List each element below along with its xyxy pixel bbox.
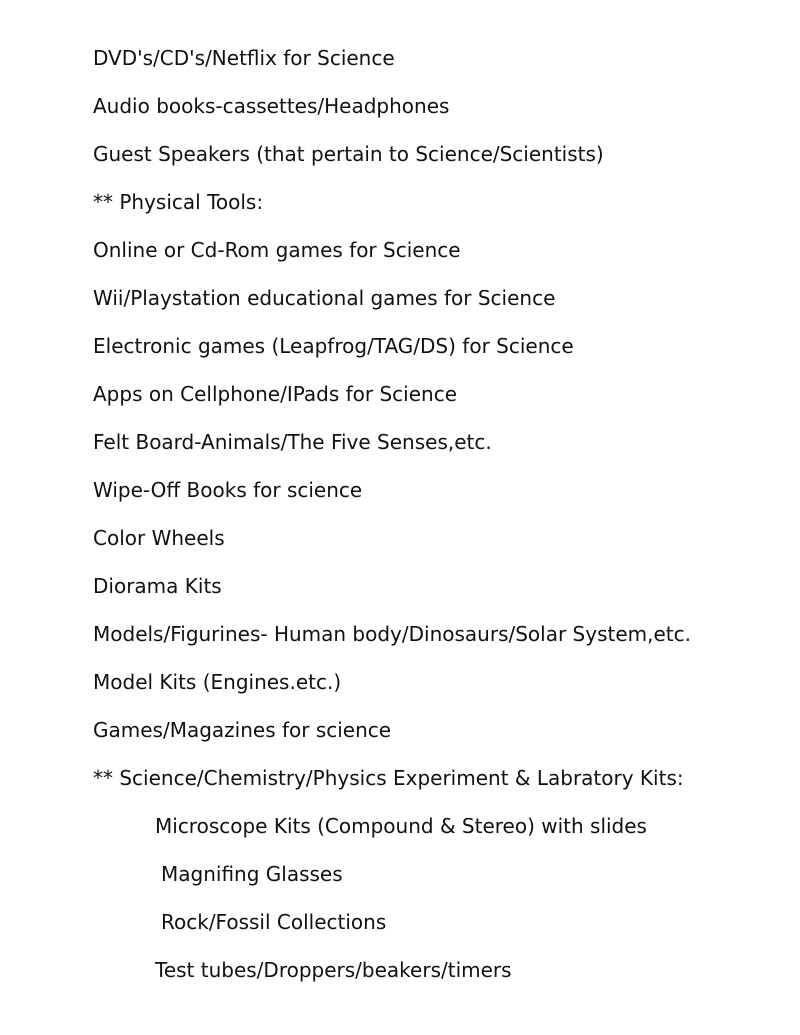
list-item: Wii/Playstation educational games for Science	[93, 286, 556, 310]
sub-list-item: Microscope Kits (Compound & Stereo) with slides	[155, 814, 647, 838]
list-item: Wipe-Off Books for science	[93, 478, 363, 502]
list-item: Audio books-cassettes/Headphones	[93, 94, 450, 118]
list-item: Guest Speakers (that pertain to Science/Scientists)	[93, 142, 604, 166]
sub-list-item: Magnifing Glasses	[161, 862, 343, 886]
section-heading-physical-tools: ** Physical Tools:	[93, 190, 264, 214]
list-item: Online or Cd-Rom games for Science	[93, 238, 461, 262]
list-item: Color Wheels	[93, 526, 225, 550]
list-item: Model Kits (Engines.etc.)	[93, 670, 342, 694]
sub-list-item: Rock/Fossil Collections	[161, 910, 387, 934]
list-item: Apps on Cellphone/IPads for Science	[93, 382, 458, 406]
list-item: DVD's/CD's/Netflix for Science	[93, 46, 395, 70]
list-item: Electronic games (Leapfrog/TAG/DS) for Science	[93, 334, 574, 358]
sub-list-item: Test tubes/Droppers/beakers/timers	[155, 958, 512, 982]
list-item: Games/Magazines for science	[93, 718, 392, 742]
list-item: Felt Board-Animals/The Five Senses,etc.	[93, 430, 492, 454]
list-item: Diorama Kits	[93, 574, 222, 598]
section-heading-experiment-kits: ** Science/Chemistry/Physics Experiment & Labratory Kits:	[93, 766, 684, 790]
list-item: Models/Figurines- Human body/Dinosaurs/Solar System,etc.	[93, 622, 691, 646]
